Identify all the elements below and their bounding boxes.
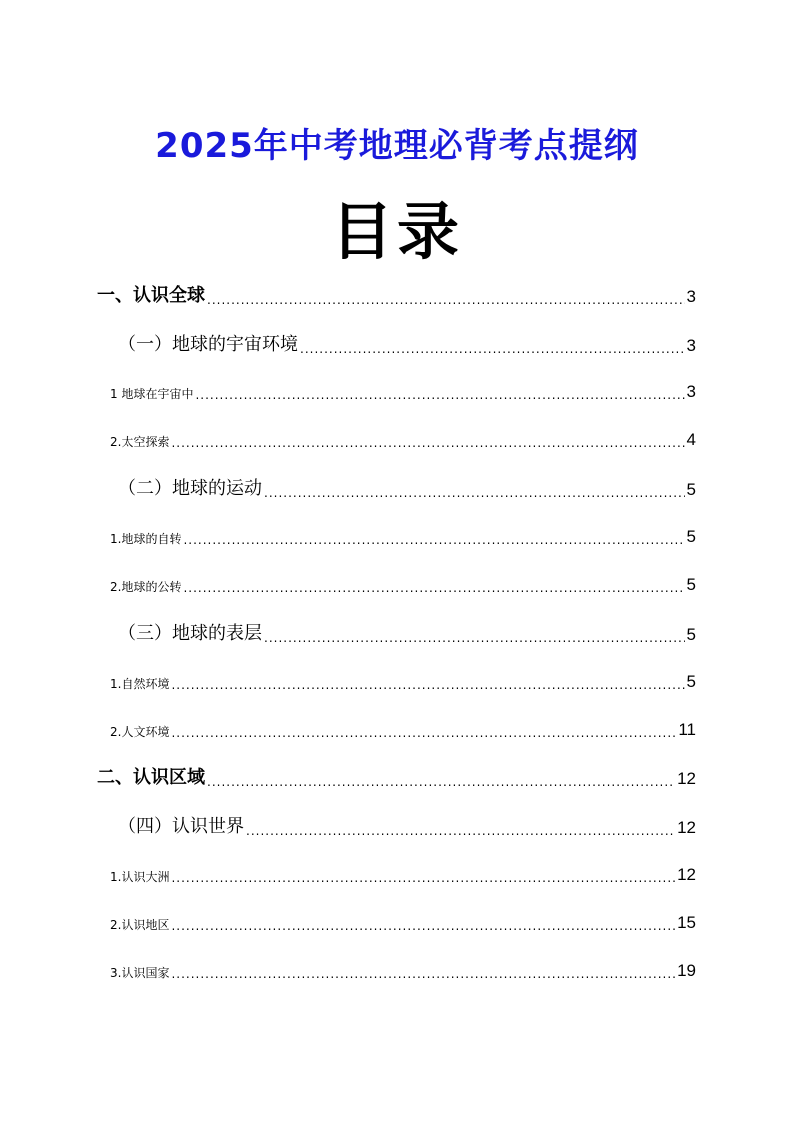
dot-leader: [195, 388, 684, 402]
toc-entry-label: 2.认识地区: [110, 918, 170, 932]
toc-heading: 目录: [330, 195, 463, 268]
toc-entry-label: （一）地球的宇宙环境: [118, 334, 298, 355]
toc-entry-label: 1.自然环境: [110, 677, 170, 691]
toc-entry-page: 12: [677, 818, 696, 837]
dot-leader: [171, 871, 675, 885]
dot-leader: [264, 486, 685, 500]
dot-leader: [207, 775, 675, 789]
toc-entry-earth-surface[interactable]: [118, 621, 696, 645]
toc-entry-label: 2.地球的公转: [110, 580, 182, 594]
toc-entry-revolution[interactable]: [110, 575, 696, 595]
toc-entry-continents[interactable]: [110, 865, 696, 885]
toc-entry-earth-motion[interactable]: [118, 476, 696, 500]
dot-leader: [207, 293, 685, 307]
toc-entry-page: 3: [686, 382, 696, 401]
toc-entry-earth-in-universe[interactable]: [110, 382, 696, 402]
dot-leader: [264, 631, 685, 645]
toc-entry-page: 3: [686, 287, 696, 306]
toc-entry-page: 5: [686, 527, 696, 546]
toc-entry-countries[interactable]: [110, 961, 696, 981]
toc-entry-global[interactable]: [97, 283, 696, 307]
dot-leader: [171, 967, 675, 981]
toc-entry-space-exploration[interactable]: [110, 430, 696, 450]
toc-entry-label: 2.人文环境: [110, 725, 170, 739]
toc-entry-page: 11: [678, 720, 696, 739]
dot-leader: [171, 726, 676, 740]
toc-entry-areas[interactable]: [110, 913, 696, 933]
toc-entry-page: 5: [686, 575, 696, 594]
toc-entry-label: （三）地球的表层: [118, 623, 262, 644]
toc-entry-label: 3.认识国家: [110, 966, 170, 980]
toc-entry-cosmic-env[interactable]: [118, 332, 696, 356]
toc-entry-natural-env[interactable]: [110, 672, 696, 692]
toc-entry-regions[interactable]: [97, 765, 696, 789]
toc-entry-label: 2.太空探索: [110, 435, 170, 449]
dot-leader: [171, 436, 684, 450]
toc-entry-page: 3: [686, 336, 696, 355]
dot-leader: [246, 824, 675, 838]
toc-entry-page: 15: [677, 913, 696, 932]
toc-entry-rotation[interactable]: [110, 527, 696, 547]
toc-entry-page: 12: [677, 865, 696, 884]
dot-leader: [171, 678, 684, 692]
dot-leader: [300, 342, 685, 356]
page-title: 2025年中考地理必背考点提纲: [155, 126, 639, 166]
toc-entry-world[interactable]: [118, 814, 696, 838]
toc-entry-label: 1.认识大洲: [110, 870, 170, 884]
toc-entry-label: 1 地球在宇宙中: [110, 387, 194, 401]
toc-entry-label: 二、认识区域: [97, 767, 205, 788]
toc-entry-page: 5: [686, 625, 696, 644]
toc-entry-label: 一、认识全球: [97, 285, 205, 306]
toc-entry-page: 5: [686, 672, 696, 691]
toc-entry-page: 19: [677, 961, 696, 980]
toc-entry-page: 12: [677, 769, 696, 788]
toc-entry-page: 5: [686, 480, 696, 499]
dot-leader: [183, 581, 684, 595]
dot-leader: [183, 533, 684, 547]
toc-entry-human-env[interactable]: [110, 720, 696, 740]
toc-entry-label: 1.地球的自转: [110, 532, 182, 546]
toc-entry-label: （二）地球的运动: [118, 478, 262, 499]
dot-leader: [171, 919, 675, 933]
toc-entry-page: 4: [686, 430, 696, 449]
toc-entry-label: （四）认识世界: [118, 816, 244, 837]
